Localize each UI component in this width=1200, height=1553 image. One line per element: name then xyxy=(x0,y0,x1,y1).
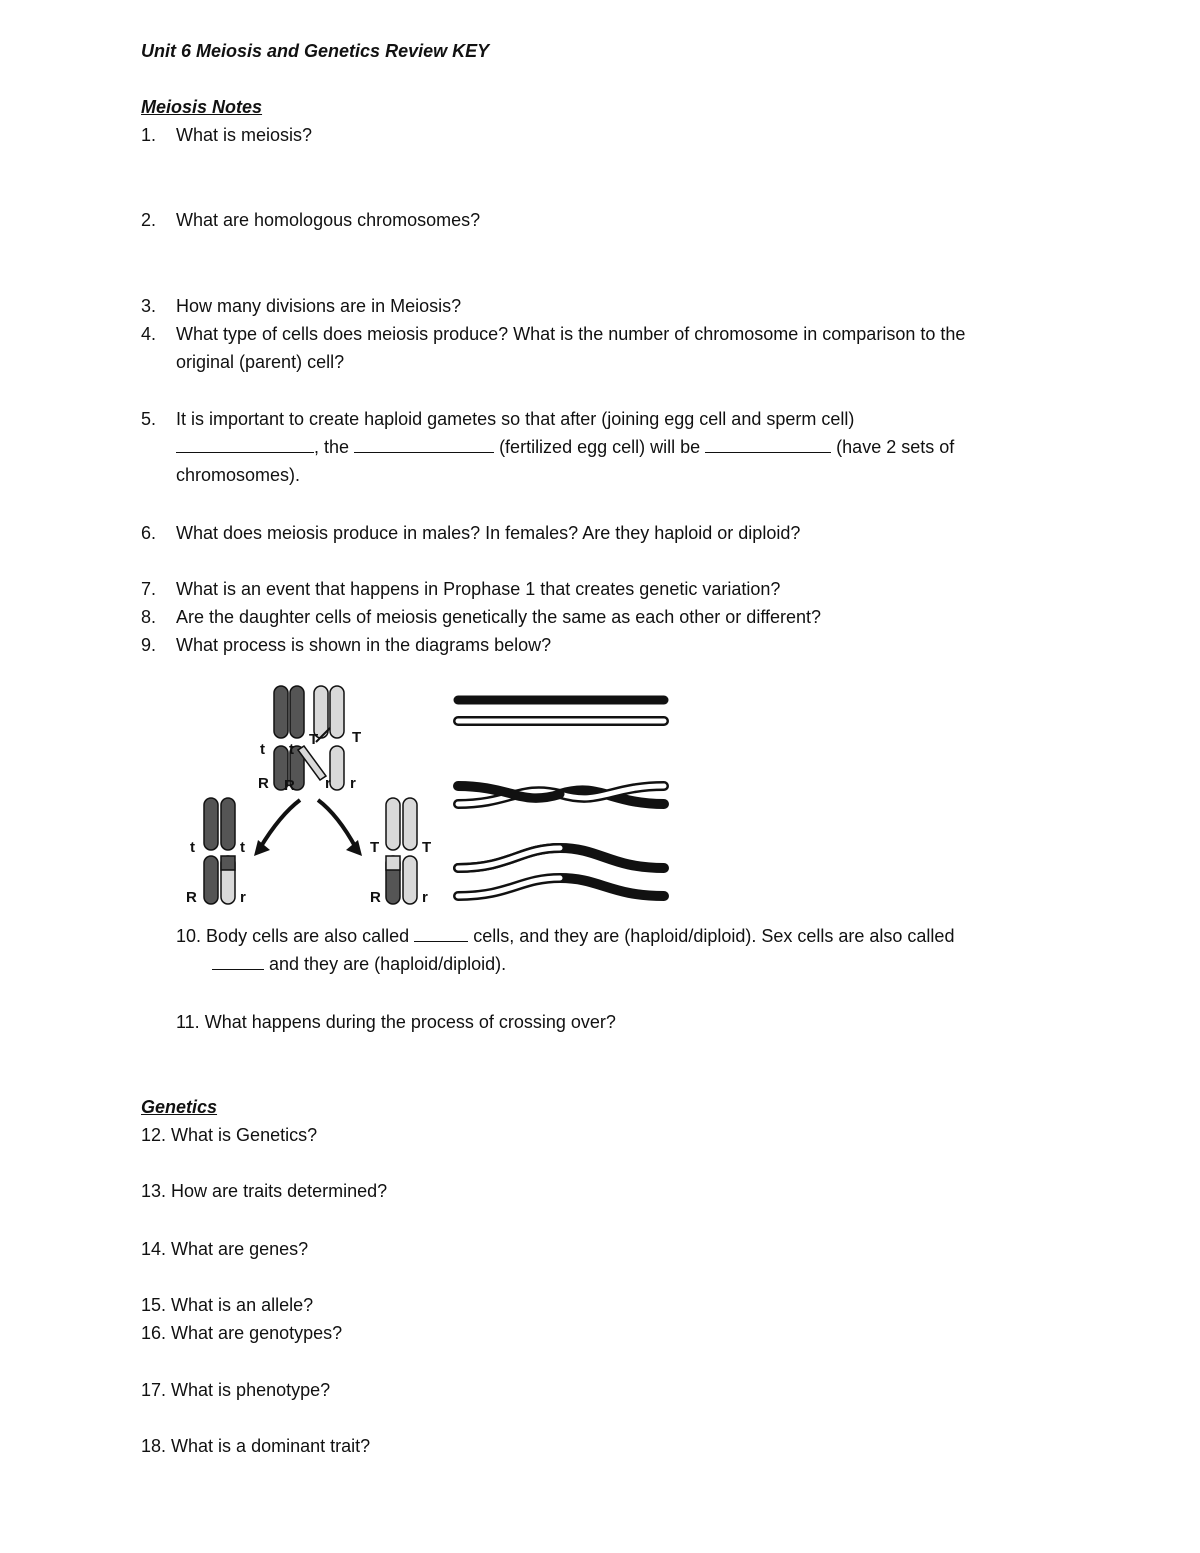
question-number: 8. xyxy=(141,607,157,627)
question-text: What does meiosis produce in males? In females? Are they haploid or diploid? xyxy=(176,523,801,543)
question-11 xyxy=(176,1008,616,1036)
allele-label: t xyxy=(240,839,245,856)
allele-label: R xyxy=(370,889,381,906)
question-number: 9. xyxy=(141,635,157,655)
fill-in-text: (have 2 sets of xyxy=(836,437,955,457)
arrow-left-icon xyxy=(260,800,300,848)
question-number: 4. xyxy=(141,324,157,344)
answer-blank[interactable] xyxy=(354,434,494,453)
answer-blank[interactable] xyxy=(414,923,468,942)
fill-in-line xyxy=(176,433,954,461)
question-number: 16. xyxy=(141,1323,167,1343)
question-text-continued: chromosomes). xyxy=(176,465,301,485)
strands-recombined xyxy=(458,848,664,896)
question-16 xyxy=(141,1319,342,1347)
question-number: 17. xyxy=(141,1380,167,1400)
question-10-continued xyxy=(212,950,506,978)
question-text: What are homologous chromosomes? xyxy=(176,210,481,230)
question-text: What is phenotype? xyxy=(171,1380,331,1400)
question-text: What is a dominant trait? xyxy=(171,1436,371,1456)
allele-label: r xyxy=(422,889,428,906)
page-title: Unit 6 Meiosis and Genetics Review KEY xyxy=(141,41,490,61)
question-text: What are genotypes? xyxy=(171,1323,343,1343)
question-number: 5. xyxy=(141,409,157,429)
question-13 xyxy=(141,1177,387,1205)
crossing-over-strand-diagram xyxy=(450,688,675,908)
question-text: cells, and they are (haploid/diploid). Sex cells are also called xyxy=(473,926,955,946)
question-number: 3. xyxy=(141,296,157,316)
question-number: 13. xyxy=(141,1181,167,1201)
question-text: Are the daughter cells of meiosis genetically the same as each other or different? xyxy=(176,607,822,627)
question-number: 7. xyxy=(141,579,157,599)
allele-label: r xyxy=(350,775,356,792)
question-text: What is an event that happens in Prophase 1 that creates genetic variation? xyxy=(176,579,781,599)
question-number: 12. xyxy=(141,1125,167,1145)
question-number: 11. xyxy=(176,1012,200,1032)
daughter-chromosome-right xyxy=(386,798,417,904)
question-text-continued: original (parent) cell? xyxy=(176,352,345,372)
question-text: What type of cells does meiosis produce? What is the number of chromosome in comparison to the xyxy=(176,324,966,344)
fill-in-text: (fertilized egg cell) will be xyxy=(499,437,701,457)
allele-label: t xyxy=(190,839,195,856)
allele-label: r xyxy=(240,889,246,906)
allele-label: R xyxy=(258,775,269,792)
answer-blank[interactable] xyxy=(176,434,314,453)
strands-crossing xyxy=(458,786,664,804)
question-15 xyxy=(141,1291,313,1319)
arrow-right-icon xyxy=(318,800,356,848)
allele-label: T xyxy=(309,731,319,748)
question-text: Body cells are also called xyxy=(206,926,410,946)
genetics-heading: Genetics xyxy=(141,1097,218,1117)
allele-label: t xyxy=(260,741,265,758)
question-14 xyxy=(141,1235,308,1263)
question-12 xyxy=(141,1121,317,1149)
allele-label: T xyxy=(422,839,432,856)
allele-label: R xyxy=(186,889,197,906)
question-text: What are genes? xyxy=(171,1239,309,1259)
question-text: What is meiosis? xyxy=(176,125,313,145)
question-text: How many divisions are in Meiosis? xyxy=(176,296,462,316)
question-number: 6. xyxy=(141,523,157,543)
question-text: What happens during the process of crossing over? xyxy=(204,1012,616,1032)
allele-label: r xyxy=(325,775,331,792)
answer-blank[interactable] xyxy=(212,951,264,970)
allele-label: R xyxy=(284,777,295,794)
question-number: 1. xyxy=(141,125,157,145)
question-number: 10. xyxy=(176,926,202,946)
fill-in-text: , the xyxy=(314,437,350,457)
question-text: What is Genetics? xyxy=(171,1125,318,1145)
question-number: 14. xyxy=(141,1239,167,1259)
question-number: 2. xyxy=(141,210,157,230)
crossing-over-chromosome-diagram xyxy=(180,680,440,910)
question-number: 15. xyxy=(141,1295,167,1315)
allele-label: t xyxy=(289,741,294,758)
meiosis-heading: Meiosis Notes xyxy=(141,97,263,117)
question-10 xyxy=(176,922,954,950)
question-18 xyxy=(141,1432,370,1460)
allele-label: T xyxy=(370,839,380,856)
allele-label: T xyxy=(352,729,362,746)
strands-before xyxy=(458,700,664,721)
daughter-chromosome-left xyxy=(204,798,235,904)
question-text: What process is shown in the diagrams below? xyxy=(176,635,552,655)
question-text: What is an allele? xyxy=(171,1295,314,1315)
question-text: It is important to create haploid gametes so that after (joining egg cell and sperm cell) xyxy=(176,409,855,429)
answer-blank[interactable] xyxy=(705,434,831,453)
question-text: How are traits determined? xyxy=(171,1181,388,1201)
question-17 xyxy=(141,1376,330,1404)
question-number: 18. xyxy=(141,1436,167,1456)
question-text-continued: and they are (haploid/diploid). xyxy=(269,954,507,974)
